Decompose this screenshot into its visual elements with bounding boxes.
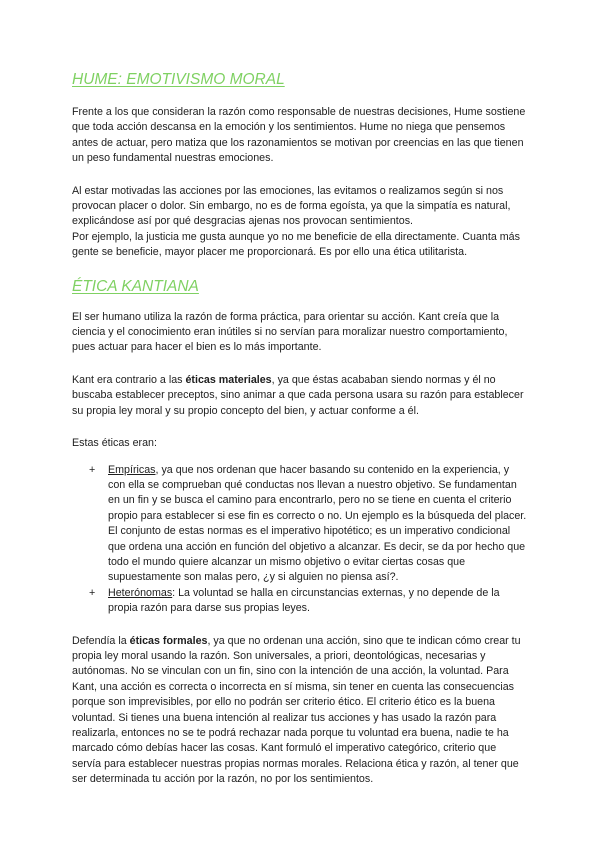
document-page	[72, 70, 528, 788]
kant-paragraph-4-rest: , ya que no ordenan una acción, sino que te indican cómo crear tu propia ley moral usando la razón. Son universales, a priori, deontológicas, necesarias y autónomas. No se vinculan con un fin, sino con la intención de una acción, la voluntad. Para Kant, una acción es correcta o incorrecta en sí misma, sin tener en cuenta las consecuencias porque son imprevisibles, por ello no podrán ser criterio ético. El criterio ético es la buena voluntad. Si tienes una buena intención al realizar tus acciones y has usado la razón para realizarla, entonces no se te podrá rechazar nada porque tu voluntad era buena, nadie te ha marcado cómo debías hacer las cosas. Kant formuló el imperativo categórico, criterio que servía para establecer nuestras propias normas morales. Relaciona ética y razón, al tener que ser determinada tu acción por la razón, no por los sentimientos.	[72, 634, 521, 786]
term-eticas-formales: éticas formales	[129, 634, 208, 647]
hume-paragraph-2: Al estar motivadas las acciones por las emociones, las evitamos o realizamos según si nos provocan placer o dolor. Sin embargo, no es de forma egoísta, ya que la simpatía es natural, explicándose así por qué desgracias ajenas nos provocan sentimientos.	[72, 184, 511, 228]
list-item-empiricas-text: , ya que nos ordenan que hacer basando su contenido en la experiencia, y con ella se comprueban qué conductas nos llevan a nuestro objetivo. Se fundamentan en un fin y se busca el camino para encontrarlo, pero no se tiene en cuenta el criterio propio para establecer si ese fin es correcto o no. Un ejemplo es la búsqueda del placer. El conjunto de estas normas es el imperativo hipotético; es un imperativo condicional que ordena una acción en función del objetivo a alcanzar. Es decir, se da por hecho que todo el mundo quiere alcanzar un mismo objetivo o evitar ciertas cosas que supuestamente son malas pero, ¿y si alguien no piensa así?.	[108, 463, 527, 584]
term-heteronomas: Heterónomas	[108, 586, 173, 599]
term-eticas-materiales: éticas materiales	[185, 373, 272, 386]
kant-paragraph-1: El ser humano utiliza la razón de forma práctica, para orientar su acción. Kant creía que la ciencia y el conocimiento eran inútiles si no servían para moralizar nuestro comportamiento, pues actuar para hacer el bien es lo más importante.	[72, 310, 508, 354]
heading-hume: HUME: EMOTIVISMO MORAL	[72, 71, 285, 88]
kant-paragraph-4-lead: Defendía la	[72, 634, 130, 647]
kant-paragraph-2-rest: , ya que éstas acababan siendo normas y él no buscaba establecer preceptos, sino animar a que cada persona usara su razón para establecer su propia ley moral y su propio concepto del bien, y actuar conforme a él.	[72, 373, 524, 417]
kant-paragraph-2	[72, 373, 528, 419]
list-item-heteronomas	[108, 586, 528, 617]
list-item-heteronomas-text: : La voluntad se halla en circunstancias externas, y no depende de la propia razón para darse sus propias leyes.	[108, 586, 500, 615]
hume-paragraph-1: Frente a los que consideran la razón como responsable de nuestras decisiones, Hume sostiene que toda acción descansa en la emoción y los sentimientos. Hume no niega que pensemos antes de actuar, pero matiza que los razonamientos se motivan por creencias en las que tienen un peso fundamental nuestras emociones.	[72, 106, 526, 165]
kant-paragraph-4	[72, 634, 528, 788]
hume-paragraph-3: Por ejemplo, la justicia me gusta aunque yo no me beneficie de ella directamente. Cuanta más gente se beneficie, mayor placer me proporcionará. Es por ello una ética utilitarista.	[72, 230, 520, 259]
ethics-list	[72, 463, 528, 617]
kant-paragraph-2-lead: Kant era contrario a las	[72, 373, 186, 386]
kant-paragraph-3: Estas éticas eran:	[72, 437, 157, 450]
heading-kant: ÉTICA KANTIANA	[72, 277, 199, 295]
list-item-empiricas	[108, 463, 528, 586]
term-empiricas: Empíricas	[108, 463, 156, 476]
